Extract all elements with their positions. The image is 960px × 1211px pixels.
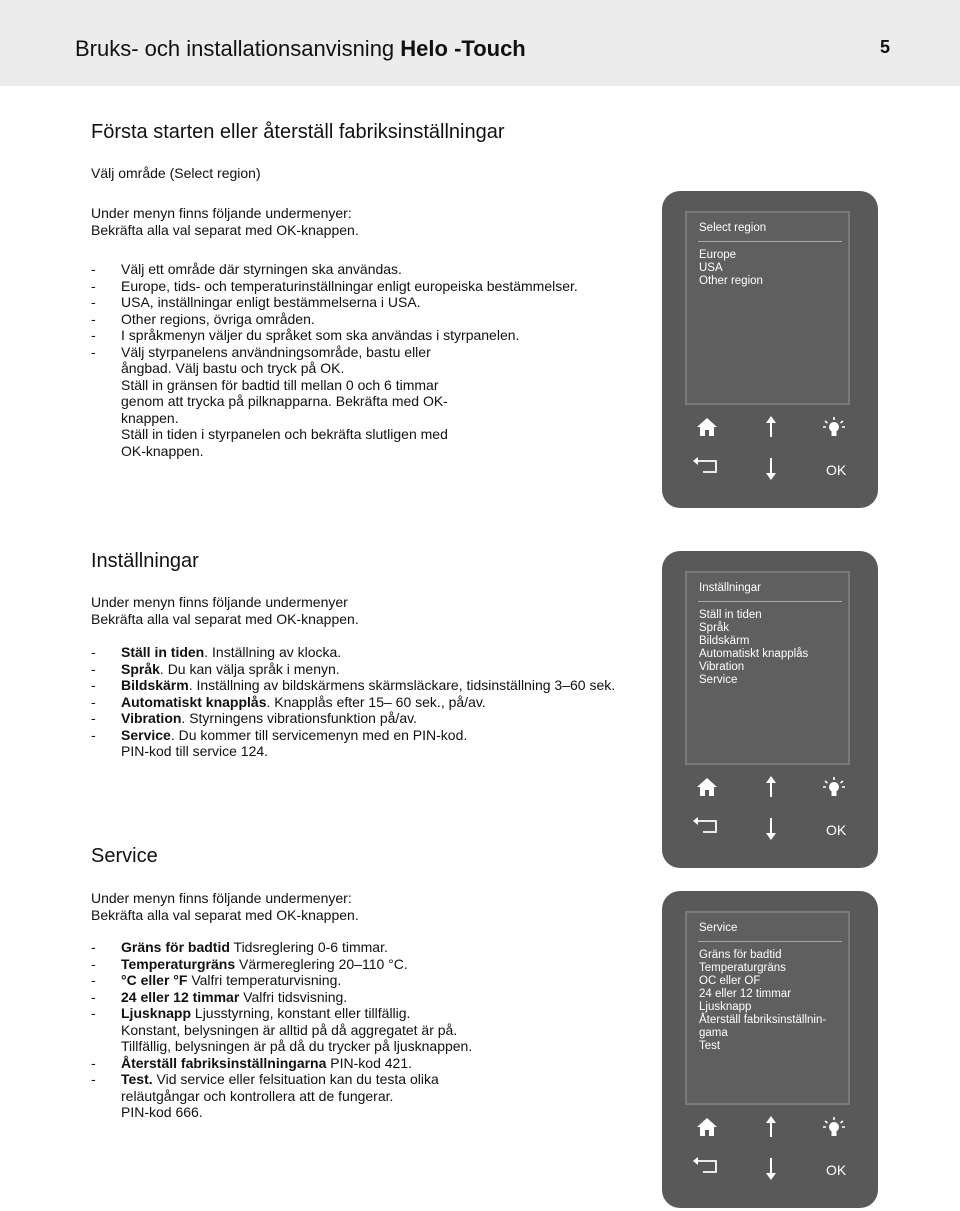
list-item: - °C eller °F Valfri temperaturvisning. bbox=[91, 972, 342, 988]
screen-title: Service bbox=[699, 922, 738, 934]
arrow-up-button[interactable] bbox=[764, 775, 778, 799]
document-title-normal: Bruks- och installationsanvisning bbox=[75, 36, 401, 61]
screen-title: Select region bbox=[699, 222, 767, 234]
arrow-down-icon bbox=[764, 1157, 778, 1181]
list-continuation: OK-knappen. bbox=[121, 442, 204, 459]
screen-menu bbox=[699, 249, 844, 288]
list-item: - I språkmenyn väljer du språket som ska användas i styrpanelen. bbox=[91, 327, 520, 343]
arrow-up-button[interactable] bbox=[764, 1115, 778, 1139]
screen-menu-item[interactable]: Språk bbox=[699, 622, 730, 634]
arrow-down-button[interactable] bbox=[764, 1157, 778, 1181]
screen-menu-item[interactable]: Temperaturgräns bbox=[699, 962, 786, 974]
intro-line: Bekräfta alla val separat med OK-knappen. bbox=[91, 610, 359, 627]
list-continuation: genom att trycka på pilknapparna. Bekräfta med OK- bbox=[121, 393, 448, 409]
section-subheading-select-region: Välj område (Select region) bbox=[91, 165, 261, 181]
screen-divider bbox=[698, 241, 842, 242]
screen-menu-item[interactable]: Ställ in tiden bbox=[699, 609, 762, 621]
control-panel-settings bbox=[662, 551, 878, 868]
screen-title: Inställningar bbox=[699, 582, 762, 594]
bullet-list-service bbox=[91, 939, 472, 1121]
light-button[interactable] bbox=[822, 416, 846, 440]
control-panel-service bbox=[662, 891, 878, 1208]
intro-line: Under menyn finns följande undermenyer bbox=[91, 594, 348, 610]
intro-line: Bekräfta alla val separat med OK-knappen. bbox=[91, 906, 359, 923]
section-heading-first-start: Första starten eller återställ fabriksinställningar bbox=[91, 121, 505, 143]
list-item: - Europe, tids- och temperaturinställningar enligt europeiska bestämmelser. bbox=[91, 277, 578, 294]
list-item: - Ljusknapp Ljusstyrning, konstant eller tillfällig. bbox=[91, 1005, 411, 1021]
list-item: - Temperaturgräns Värmereglering 20–110 °C. bbox=[91, 955, 408, 972]
control-panel-select-region bbox=[662, 191, 878, 508]
ok-button[interactable]: OK bbox=[826, 462, 847, 478]
intro-line: Under menyn finns följande undermenyer: bbox=[91, 890, 352, 906]
light-icon bbox=[822, 416, 846, 440]
home-button[interactable] bbox=[696, 1117, 718, 1137]
home-icon bbox=[696, 1117, 718, 1137]
list-continuation: Ställ in gränsen för badtid till mellan 0 och 6 timmar bbox=[121, 376, 439, 393]
list-item: - Test. Vid service eller felsituation kan du testa olika bbox=[91, 1071, 439, 1087]
back-icon bbox=[691, 456, 719, 474]
screen-menu-item[interactable]: Återställ fabriksinställnin- bbox=[699, 1014, 827, 1026]
list-item: - Välj styrpanelens användningsområde, bastu eller bbox=[91, 343, 431, 360]
screen-menu-item[interactable]: 24 eller 12 timmar bbox=[699, 988, 792, 1000]
intro-line: Under menyn finns följande undermenyer: bbox=[91, 205, 352, 221]
list-continuation: Ställ in tiden i styrpanelen och bekräfta slutligen med bbox=[121, 426, 448, 442]
page-header bbox=[0, 0, 960, 86]
intro-text bbox=[91, 205, 359, 238]
intro-line: Bekräfta alla val separat med OK-knappen. bbox=[91, 221, 359, 238]
panel-screen bbox=[685, 911, 850, 1105]
arrow-up-icon bbox=[764, 775, 778, 799]
list-item: - Välj ett område där styrningen ska användas. bbox=[91, 261, 402, 277]
screen-menu-item[interactable]: Other region bbox=[699, 275, 763, 287]
list-item: - 24 eller 12 timmar Valfri tidsvisning. bbox=[91, 988, 348, 1005]
list-item: - Bildskärm. Inställning av bildskärmens skärmsläckare, tidsinställning 3–60 sek. bbox=[91, 677, 616, 693]
arrow-down-button[interactable] bbox=[764, 817, 778, 841]
back-button[interactable] bbox=[691, 1156, 719, 1174]
arrow-down-icon bbox=[764, 457, 778, 481]
panel-screen bbox=[685, 571, 850, 765]
home-icon bbox=[696, 417, 718, 437]
list-item: - Service. Du kommer till servicemenyn med en PIN-kod. bbox=[91, 726, 468, 743]
home-button[interactable] bbox=[696, 417, 718, 437]
screen-menu-item[interactable]: Service bbox=[699, 674, 738, 686]
intro-text bbox=[91, 890, 359, 923]
back-button[interactable] bbox=[691, 456, 719, 474]
back-button[interactable] bbox=[691, 816, 719, 834]
list-continuation: Konstant, belysningen är alltid på då aggregatet är på. bbox=[121, 1021, 458, 1038]
back-icon bbox=[691, 1156, 719, 1174]
list-item: - Vibration. Styrningens vibrationsfunktion på/av. bbox=[91, 710, 417, 726]
screen-menu-item[interactable]: Automatiskt knapplås bbox=[699, 648, 809, 660]
panel-screen bbox=[685, 211, 850, 405]
document-title-product: Helo -Touch bbox=[400, 36, 526, 61]
screen-menu-item[interactable]: gama bbox=[699, 1027, 728, 1039]
screen-menu bbox=[699, 609, 844, 687]
section-heading-service: Service bbox=[91, 845, 158, 867]
screen-menu bbox=[699, 949, 844, 1053]
list-continuation: PIN-kod 666. bbox=[121, 1104, 203, 1120]
page-number: 5 bbox=[880, 37, 891, 57]
list-item: - Språk. Du kan välja språk i menyn. bbox=[91, 660, 340, 677]
document-title bbox=[75, 36, 526, 62]
screen-divider bbox=[698, 601, 842, 602]
home-button[interactable] bbox=[696, 777, 718, 797]
list-item: - Gräns för badtid Tidsreglering 0-6 timmar. bbox=[91, 939, 388, 955]
light-button[interactable] bbox=[822, 776, 846, 800]
list-item: - Återställ fabriksinställningarna PIN-kod 421. bbox=[91, 1054, 413, 1071]
arrow-up-icon bbox=[764, 1115, 778, 1139]
arrow-down-icon bbox=[764, 817, 778, 841]
screen-menu-item[interactable]: Gräns för badtid bbox=[699, 949, 782, 961]
list-item: - Automatiskt knapplås. Knapplås efter 15– 60 sek., på/av. bbox=[91, 693, 486, 710]
screen-menu-item[interactable]: USA bbox=[699, 262, 723, 274]
list-continuation: knappen. bbox=[121, 409, 179, 426]
screen-menu-item[interactable]: Europe bbox=[699, 249, 737, 261]
light-button[interactable] bbox=[822, 1116, 846, 1140]
light-icon bbox=[822, 1116, 846, 1140]
list-item: - Ställ in tiden. Inställning av klocka. bbox=[91, 644, 342, 660]
list-continuation: ångbad. Välj bastu och tryck på OK. bbox=[121, 360, 345, 376]
list-continuation: reläutgångar och kontrollera att de fungerar. bbox=[121, 1087, 394, 1104]
screen-menu-item[interactable]: Bildskärm bbox=[699, 635, 750, 647]
screen-menu-item[interactable]: Ljusknapp bbox=[699, 1001, 752, 1013]
screen-menu-item[interactable]: OC eller OF bbox=[699, 975, 761, 987]
ok-button[interactable]: OK bbox=[826, 822, 847, 838]
screen-menu-item[interactable]: Vibration bbox=[699, 661, 745, 673]
bullet-list-first-start bbox=[91, 261, 578, 459]
arrow-up-button[interactable] bbox=[764, 415, 778, 439]
bullet-list-settings bbox=[91, 644, 615, 760]
list-continuation: Tillfällig, belysningen är på då du trycker på ljusknappen. bbox=[121, 1038, 473, 1054]
intro-text bbox=[91, 594, 359, 627]
back-icon bbox=[691, 816, 719, 834]
list-item: - Other regions, övriga områden. bbox=[91, 310, 315, 327]
ok-button[interactable]: OK bbox=[826, 1162, 847, 1178]
arrow-up-icon bbox=[764, 415, 778, 439]
list-item: - USA, inställningar enligt bestämmelserna i USA. bbox=[91, 294, 421, 310]
arrow-down-button[interactable] bbox=[764, 457, 778, 481]
screen-menu-item[interactable]: Test bbox=[699, 1040, 721, 1052]
list-continuation: PIN-kod till service 124. bbox=[121, 743, 269, 759]
home-icon bbox=[696, 777, 718, 797]
section-heading-settings: Inställningar bbox=[91, 550, 199, 572]
screen-divider bbox=[698, 941, 842, 942]
light-icon bbox=[822, 776, 846, 800]
